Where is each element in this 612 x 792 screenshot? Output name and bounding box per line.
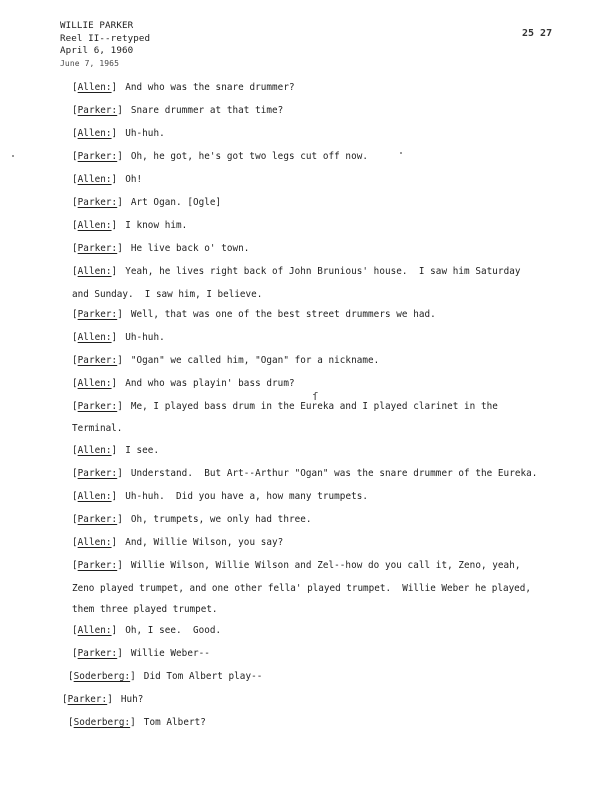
utterance: Willie Weber-- <box>130 648 210 659</box>
turn-17 <box>72 486 368 508</box>
utterance: Me, I played bass drum in the Eureka and I played clarinet in the <box>130 401 498 412</box>
speaker-label: [Parker:] <box>72 468 123 479</box>
turn-1 <box>72 77 295 99</box>
speaker-label: [Allen:] <box>72 82 118 93</box>
utterance: I see. <box>125 445 160 456</box>
turn-25 <box>68 712 206 734</box>
utterance: Uh-huh. <box>125 332 165 343</box>
turn-7 <box>72 215 187 237</box>
header-retype-date: June 7, 1965 <box>60 58 119 68</box>
utterance: And who was playin' bass drum? <box>125 378 295 389</box>
turn-15 <box>72 440 159 462</box>
scan-speck <box>12 155 14 157</box>
utterance: And, Willie Wilson, you say? <box>125 537 284 548</box>
utterance: Oh, trumpets, we only had three. <box>130 514 312 525</box>
header-reel: Reel II--retyped <box>60 32 151 44</box>
utterance-continuation: Terminal. <box>72 423 123 434</box>
page-number: 25 27 <box>522 28 553 39</box>
speaker-label: [Allen:] <box>72 220 118 231</box>
speaker-label: [Allen:] <box>72 332 118 343</box>
turn-2 <box>72 100 283 122</box>
utterance: And who was the snare drummer? <box>125 82 295 93</box>
turn-14 <box>72 396 498 418</box>
utterance: Huh? <box>120 694 144 705</box>
speaker-label: [Parker:] <box>72 105 123 116</box>
turn-4 <box>72 146 368 168</box>
turn-9 <box>72 261 521 283</box>
utterance: Oh, I see. Good. <box>125 625 222 636</box>
turn-12 <box>72 350 379 372</box>
speaker-label: [Allen:] <box>72 491 118 502</box>
speaker-label: [Parker:] <box>72 648 123 659</box>
speaker-label: [Allen:] <box>72 445 118 456</box>
utterance: Oh! <box>125 174 143 185</box>
utterance: Uh-huh. <box>125 128 165 139</box>
utterance: Uh-huh. Did you have a, how many trumpets. <box>125 491 369 502</box>
utterance: Yeah, he lives right back of John Brunious' house. I saw him Saturday <box>125 266 521 277</box>
turn-11 <box>72 327 165 349</box>
utterance: Willie Wilson, Willie Wilson and Zel--how do you call it, Zeno, yeah, <box>130 560 521 571</box>
turn-21 <box>72 620 221 642</box>
speaker-label: [Allen:] <box>72 537 118 548</box>
turn-19 <box>72 532 283 554</box>
utterance: Art Ogan. [Ogle] <box>130 197 222 208</box>
turn-18 <box>72 509 312 531</box>
turn-24 <box>62 689 143 711</box>
speaker-label: [Parker:] <box>72 243 123 254</box>
document-header <box>60 20 150 70</box>
speaker-label: [Allen:] <box>72 266 118 277</box>
speaker-label: [Parker:] <box>72 560 123 571</box>
turn-22 <box>72 643 210 665</box>
turn-6 <box>72 192 221 214</box>
speaker-label: [Parker:] <box>72 151 123 162</box>
utterance: I know him. <box>125 220 188 231</box>
handwritten-correction-mark: ſ <box>312 390 319 403</box>
speaker-label: [Allen:] <box>72 174 118 185</box>
utterance: Did Tom Albert play-- <box>143 671 263 682</box>
turn-23 <box>68 666 262 688</box>
speaker-label: [Parker:] <box>72 309 123 320</box>
turn-3 <box>72 123 165 145</box>
speaker-label: [Allen:] <box>72 128 118 139</box>
speaker-label: [Allen:] <box>72 378 118 389</box>
turn-16 <box>72 463 537 485</box>
utterance: Tom Albert? <box>143 717 206 728</box>
utterance-continuation: them three played trumpet. <box>72 604 218 615</box>
scan-speck <box>400 152 402 154</box>
header-interviewee: WILLIE PARKER <box>60 20 134 31</box>
speaker-label: [Parker:] <box>72 514 123 525</box>
utterance: Oh, he got, he's got two legs cut off now. <box>130 151 369 162</box>
utterance: He live back o' town. <box>130 243 250 254</box>
speaker-label: [Parker:] <box>72 355 123 366</box>
utterance: Understand. But Art--Arthur "Ogan" was the snare drummer of the Eureka. <box>130 468 538 479</box>
turn-20 <box>72 555 521 577</box>
speaker-label: [Allen:] <box>72 625 118 636</box>
speaker-label: [Parker:] <box>72 197 123 208</box>
utterance: Snare drummer at that time? <box>130 105 284 116</box>
turn-8 <box>72 238 249 260</box>
utterance: Well, that was one of the best street drummers we had. <box>130 309 436 320</box>
speaker-label: [Parker:] <box>72 401 123 412</box>
turn-13 <box>72 373 295 395</box>
speaker-label: [Soderberg:] <box>68 717 136 728</box>
speaker-label: [Parker:] <box>62 694 113 705</box>
utterance-continuation: Zeno played trumpet, and one other fella' played trumpet. Willie Weber he played, <box>72 583 531 594</box>
turn-5 <box>72 169 142 191</box>
utterance-continuation: and Sunday. I saw him, I believe. <box>72 289 263 300</box>
speaker-label: [Soderberg:] <box>68 671 136 682</box>
header-date: April 6, 1960 <box>60 45 134 57</box>
utterance: "Ogan" we called him, "Ogan" for a nickname. <box>130 355 380 366</box>
turn-10 <box>72 304 436 326</box>
